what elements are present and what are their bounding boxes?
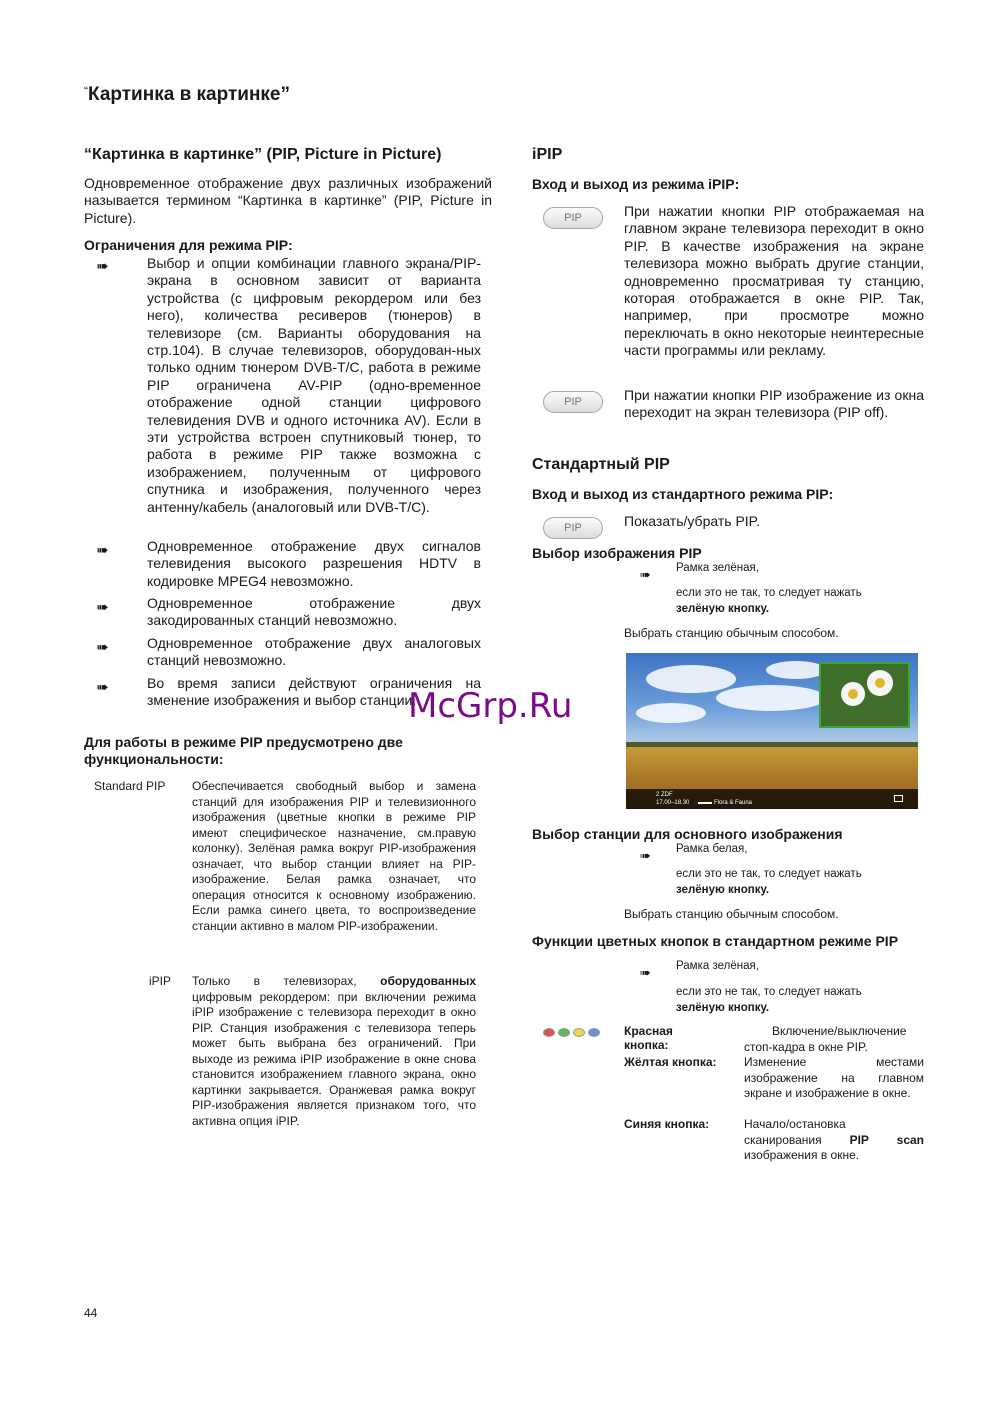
if-not-text: если это не так, то следует нажать зелёную кнопку. [676,587,862,615]
section-title-pip: “Картинка в картинке” (PIP, Picture in Picture) [84,146,442,163]
if-not-text: если это не так, то следует нажать зелёную кнопку. [676,986,862,1014]
arrow-bullet-icon: ➠ [96,542,109,559]
intro-paragraph: Одновременное отображение двух различных изображений называется термином “Картинка в картинке” (PIP, Picture in Picture). [84,175,492,226]
arrow-bullet-icon: ➠ [640,965,651,980]
select-normal-text: Выбрать станцию обычным способом. [624,626,839,640]
standard-toggle-text: Показать/убрать PIP. [624,513,761,529]
green-key-icon [558,1028,570,1037]
pip-button[interactable]: PIP [543,391,603,413]
frame-green-text: Рамка зелёная, [676,960,759,972]
frame-white-text: Рамка белая, [676,843,748,855]
ipip-enter-title: Вход и выход из режима iPIP: [532,176,740,192]
select-main-title: Выбор станции для основного изображения [532,826,843,842]
osd-progress [698,802,712,804]
watermark: McGrp.Ru [408,686,573,726]
arrow-bullet-icon: ➠ [96,258,109,275]
yellow-key-icon [573,1028,585,1037]
pip-button[interactable]: PIP [543,517,603,539]
pip-window [819,662,910,728]
restriction-bullet: Одновременное отображение двух закодированных станций невозможно. [147,595,481,629]
page-title: “Картинка в картинке” [84,84,290,105]
page-number: 44 [84,1306,98,1320]
select-normal-text: Выбрать станцию обычным способом. [624,907,839,921]
restriction-bullet: Во время записи действуют ограничения на змeнение изображения и выбор станции. [147,675,481,709]
osd-program: Flora & Fauna [714,800,753,806]
red-key-label: Красная кнопка: [624,1024,673,1052]
arrow-bullet-icon: ➠ [640,567,651,582]
arrow-bullet-icon: ➠ [96,639,109,656]
if-not-text: если это не так, то следует нажать зелёную кнопку. [676,868,862,896]
ipip-label: iPIP [149,974,172,988]
restriction-bullet: Выбор и опции комбинации главного экрана/PIP-экрана в основном зависит от варианта устройства (с цифровым рекордером или без него), количества ресиверов (тюнеров) в телевизоре (см. Варианты оборудования на стр.104). В случае телевизоров, оборудован-ных только одним тюнером DVB-T/C, работа в режиме PIP ограничена AV-PIP (одно-временное отображение одной станции цифрового телевидения DVB и одного источника AV). Если в эти устройства встроен спутниковый тюнер, то работа в режиме PIP также возможна с изображением, полученным от цифрового спутника и изображения, полученного через антенну/кабель (аналоговый или DVB-T/C). [147,255,482,515]
yellow-key-text: Изменение местами изображение на главном экране и изображение в окне. [744,1055,924,1100]
standard-pip-description: Обеспечивается свободный выбор и замена станций для изображения PIP и телевизионного изображения (цветные кнопки в режиме PIP имеют специфическое назначение, см.правую колонку). Зелёная рамка вокруг PIP-изображения означает, что выбор станции влияет на PIP-изображение. Белая рамка означает, что операция относится к основному изображению. Если рамка синего цвета, то воспроизведение станции активно в малом PIP-изображении. [192,779,476,933]
red-key-text: Включение/выключение стоп-кадра в окне PIP. [744,1024,907,1054]
blue-key-text: Начало/остановка сканирования PIP scan изображения в окне. [744,1117,924,1162]
frame-green-text: Рамка зелёная, [676,562,759,574]
ipip-off-text: При нажатии кнопки PIP изображение из окна переходит на экран телевизора (PIP off). [624,387,924,421]
tv-screen-image [626,653,918,809]
pip-button[interactable]: PIP [543,207,603,229]
restriction-bullet: Одновременное отображение двух сигналов телевидения высокого разрешения HDTV в кодировке MPEG4 невозможно. [147,538,481,589]
standard-enter-title: Вход и выход из стандартного режима PIP: [532,486,834,502]
arrow-bullet-icon: ➠ [96,679,109,696]
standard-pip-label: Standard PIP [94,779,166,793]
arrow-bullet-icon: ➠ [96,599,109,616]
ipip-on-text: При нажатии кнопки PIP отображаемая на главном экране телевизора переходит в окно PIP. В качестве изображения на экране телевизора можно выбрать другие станции, одновременно просматривая ту станцию, которая отображается в окне PIP. Так, например, при просмотре можно переключать в окно некоторые неинтересные части программы или рекламу. [624,203,924,359]
blue-key-icon [588,1028,600,1037]
red-key-icon [543,1028,555,1037]
restriction-bullet: Одновременное отображение двух аналоговых станций невозможно. [147,635,481,669]
restrictions-title: Ограничения для режима PIP: [84,237,293,253]
ipip-section-title: iPIP [532,146,563,163]
blue-key-label: Синяя кнопка: [624,1117,710,1131]
arrow-bullet-icon: ➠ [640,848,651,863]
osd-channel: 2 ZDF [656,792,673,798]
yellow-key-label: Жёлтая кнопка: [624,1055,717,1069]
osd-time: 17.00–18.30 [656,800,690,806]
functions-title: Для работы в режиме PIP предусмотрено две функциональности: [84,734,403,767]
osd-bar [626,789,918,809]
pip-indicator-icon [894,795,903,802]
ipip-description: Только в телевизорах, оборудованных цифровым рекордером: при включении режима iPIP изображение с телевизора переходит в окно PIP. Станция изображения с телевизора теперь может быть выбрана без ограничений. При выходе из режима iPIP изображение в окне снова становится изображением главного экрана, окно картинки закрывается. Оранжевая рамка вокруг PIP-изображения является признаком того, что активна опция iPIP. [192,974,476,1128]
color-keys-title: Функции цветных кнопок в стандартном режиме PIP [532,933,899,949]
color-keys-icon [543,1028,603,1037]
standard-pip-title: Стандартный PIP [532,456,670,473]
select-pip-title: Выбор изображения PIP [532,545,702,561]
